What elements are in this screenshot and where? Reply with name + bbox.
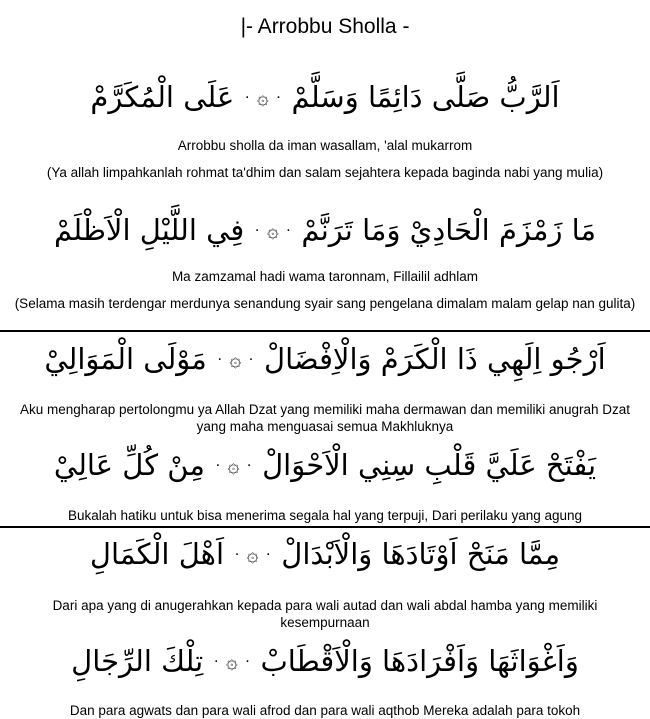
arabic-verse-1-second-half: عَلَى الْمُكَرَّمْ bbox=[90, 80, 235, 114]
arabic-verse-6-second-half: تِلْكَ الرِّجَالِ bbox=[71, 644, 204, 678]
arabic-verse-6 bbox=[0, 636, 650, 686]
flower-ornament-icon: ۞ bbox=[229, 347, 242, 371]
flower-ornament-icon: ۞ bbox=[225, 649, 238, 673]
arabic-verse-4 bbox=[0, 440, 650, 490]
separator-dot: ٠ bbox=[233, 546, 241, 562]
arabic-verse-1-first-half: اَلرَّبُّ صَلَّى دَائِمًا وَسَلَّمْ bbox=[291, 80, 560, 114]
arabic-verse-1 bbox=[0, 72, 650, 122]
transliteration-verse-1: Arrobbu sholla da iman wasallam, 'alal mukarrom bbox=[177, 138, 473, 153]
arabic-verse-2 bbox=[0, 205, 650, 255]
arabic-verse-3 bbox=[0, 334, 650, 384]
arabic-verse-6-first-half: وَاَغْوَاثَهَا وَاَفْرَادَهَا وَالْاَقْطَابْ bbox=[260, 644, 579, 678]
flower-ornament-icon: ۞ bbox=[246, 542, 259, 566]
arabic-verse-2-first-half: مَا زَمْزَمَ الْحَادِيْ وَمَا تَرَنَّمْ bbox=[301, 213, 597, 247]
separator-dot: ٠ bbox=[243, 89, 252, 105]
flower-ornament-icon: ۞ bbox=[257, 85, 269, 109]
flower-ornament-icon: ۞ bbox=[266, 218, 279, 242]
translation-verse-3: Aku mengharap pertolongmu ya Allah Dzat yang memiliki maha dermawan dan memiliki anugrah Dzat yang maha menguasai semua Makhluknya bbox=[19, 402, 631, 434]
separator-dot: ٠ bbox=[245, 457, 253, 473]
arabic-verse-5-first-half: مِمَّا مَنَحْ اَوْتَادَهَا وَالْاَبْدَالْ bbox=[281, 537, 561, 571]
separator-dot: ٠ bbox=[264, 546, 273, 562]
flower-ornament-icon: ۞ bbox=[227, 453, 240, 477]
translation-verse-2: (Selama masih terdengar merdunya senandung syair sang pengelana dimalam malam gelap nan gulita) bbox=[14, 296, 636, 311]
arabic-verse-3-first-half: اَرْجُو اِلَهِي ذَا الْكَرَمْ وَالْاِفْضَالْ bbox=[264, 342, 606, 376]
separator-dot: ٠ bbox=[284, 222, 293, 238]
arabic-verse-3-second-half: مَوْلَى الْمَوَالِيْ bbox=[44, 342, 207, 376]
separator-dot: ٠ bbox=[212, 653, 220, 669]
separator-dot: ٠ bbox=[247, 351, 255, 367]
arabic-verse-5 bbox=[0, 529, 650, 579]
section-divider bbox=[0, 526, 650, 528]
separator-dot: ٠ bbox=[274, 89, 283, 105]
arabic-verse-5-second-half: اَهْلَ الْكَمَالِ bbox=[89, 537, 225, 571]
separator-dot: ٠ bbox=[216, 351, 224, 367]
separator-dot: ٠ bbox=[214, 457, 222, 473]
separator-dot: ٠ bbox=[243, 653, 252, 669]
arabic-verse-4-first-half: يَفْتَحْ عَلَيَّ قَلْبِ سِنِي الْاَحْوَالْ bbox=[262, 448, 597, 482]
arabic-verse-4-second-half: مِنْ كُلِّ عَالِيْ bbox=[53, 448, 205, 482]
section-divider bbox=[0, 330, 650, 332]
arabic-verse-2-second-half: فِي اللَّيْلِ الْاَظْلَمْ bbox=[53, 213, 245, 247]
translation-verse-5: Dari apa yang di anugerahkan kepada para wali autad dan wali abdal hamba yang memiliki kesempurnaan bbox=[52, 598, 598, 630]
translation-verse-4: Bukalah hatiku untuk bisa menerima segala hal yang terpuji, Dari perilaku yang agung bbox=[67, 508, 583, 523]
translation-verse-6: Dan para agwats dan para wali afrod dan para wali aqthob Mereka adalah para tokoh bbox=[69, 703, 581, 718]
separator-dot: ٠ bbox=[253, 222, 261, 238]
transliteration-verse-2: Ma zamzamal hadi wama taronnam, Fillailil adhlam bbox=[171, 269, 479, 284]
translation-verse-1: (Ya allah limpahkanlah rohmat ta'dhim dan salam sejahtera kepada baginda nabi yang mulia) bbox=[46, 165, 604, 180]
page-title: |- Arrobbu Sholla - bbox=[240, 15, 410, 38]
